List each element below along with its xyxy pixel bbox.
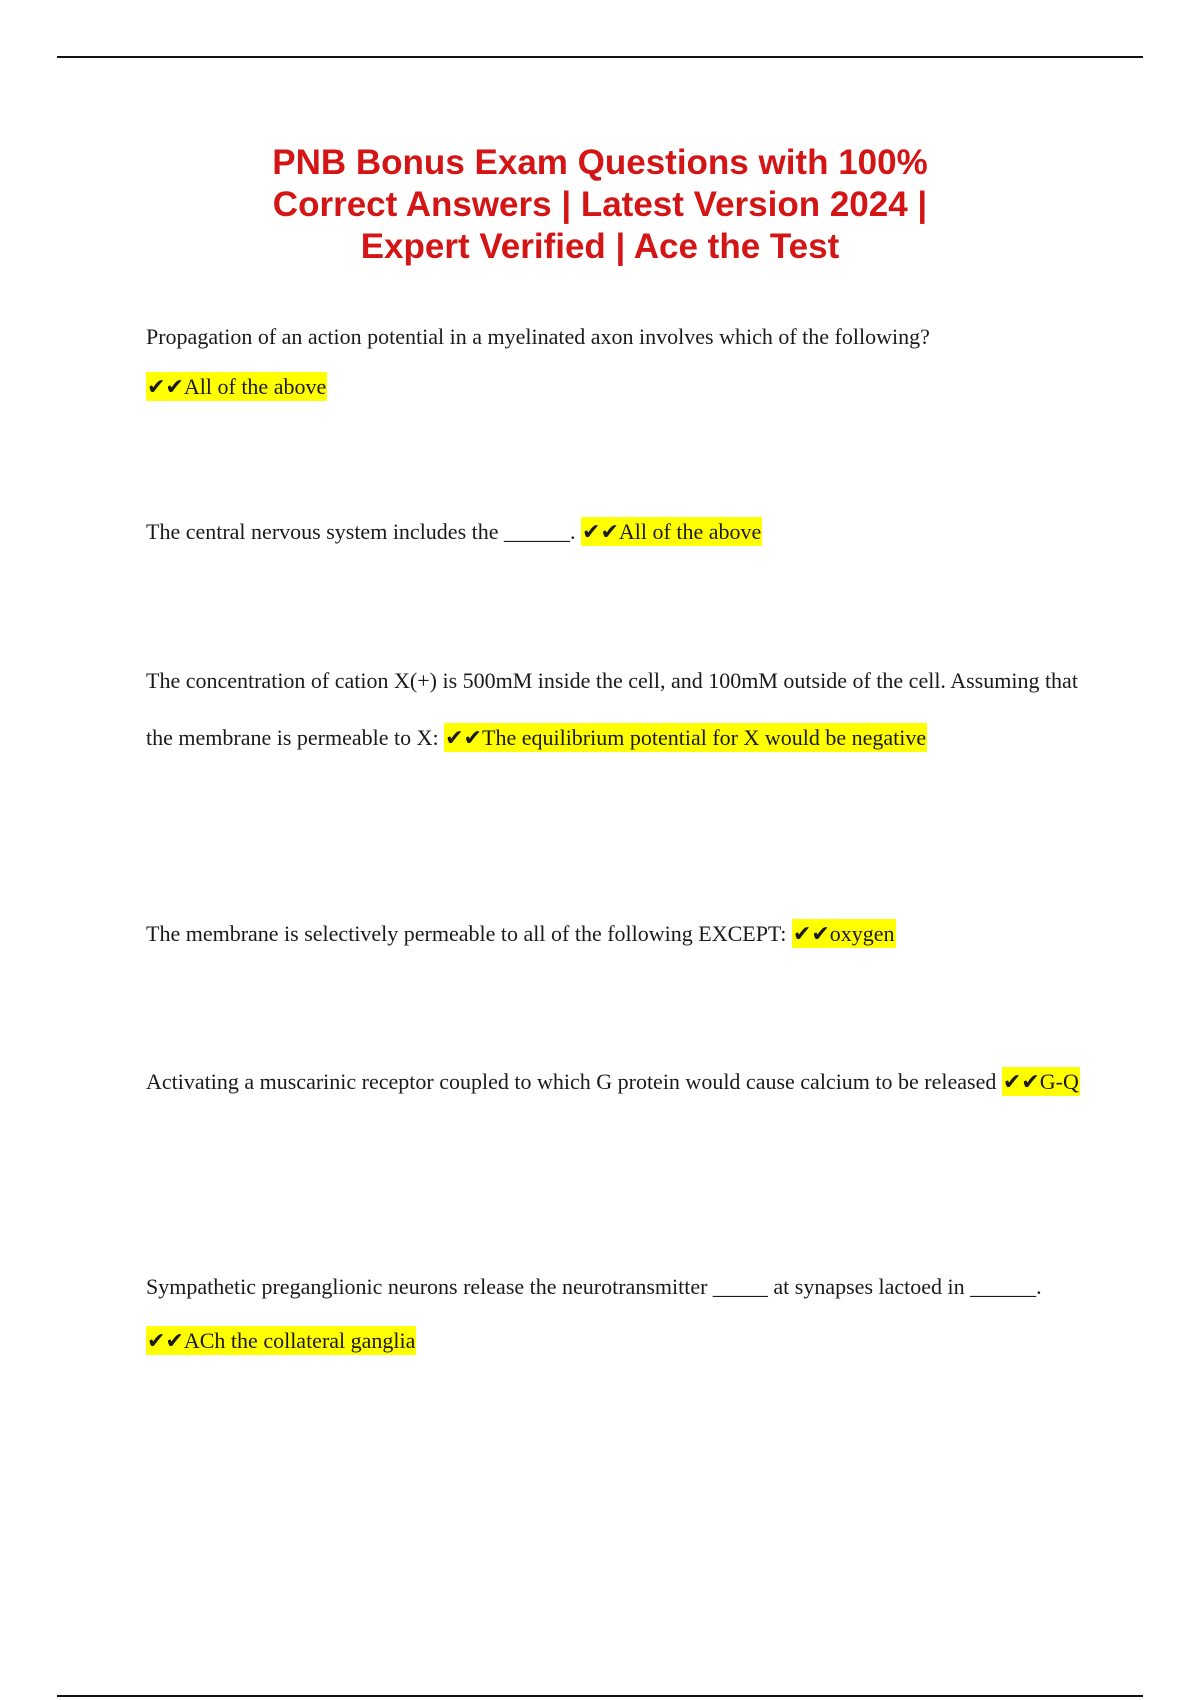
answer-text: All of the above (618, 519, 762, 544)
answer-text: oxygen (829, 921, 895, 946)
double-check-icon: ✔✔ (147, 374, 184, 399)
qa-item-1 (146, 312, 1086, 412)
title-line-1: PNB Bonus Exam Questions with 100% (272, 143, 928, 182)
double-check-icon: ✔✔ (1002, 1069, 1040, 1094)
double-check-icon: ✔✔ (445, 725, 482, 750)
double-check-icon: ✔✔ (792, 921, 830, 946)
answer-highlight (146, 372, 327, 401)
double-check-icon: ✔✔ (147, 1328, 184, 1353)
double-check-icon: ✔✔ (582, 519, 619, 544)
answer-highlight (146, 1326, 416, 1355)
question-text: Sympathetic preganglionic neurons release the neurotransmitter _____ at synapses lactoed in ______. (146, 1274, 1042, 1299)
answer-highlight (1002, 1067, 1080, 1096)
answer-text: The equilibrium potential for X would be negative (482, 725, 927, 750)
top-rule (57, 56, 1143, 58)
question-text: The membrane is selectively permeable to all of the following EXCEPT: (146, 921, 787, 946)
answer-text: G-Q (1039, 1069, 1079, 1094)
qa-item-3 (146, 652, 1086, 766)
answer-text: ACh the collateral ganglia (183, 1328, 416, 1353)
qa-item-6 (146, 1260, 1086, 1368)
answer-highlight (581, 517, 762, 546)
answer-text: All of the above (183, 374, 327, 399)
question-text: Activating a muscarinic receptor coupled to which G protein would cause calcium to be released (146, 1069, 997, 1094)
document-title (0, 142, 1200, 268)
question-text: The central nervous system includes the ______. (146, 519, 576, 544)
qa-item-2 (146, 504, 1086, 560)
answer-highlight (792, 919, 896, 948)
question-text: The concentration of cation X(+) is 500mM inside the cell, and 100mM outside of the cell. Assuming that the membrane is permeable to X: (146, 668, 1078, 750)
question-text: Propagation of an action potential in a myelinated axon involves which of the following? (146, 324, 930, 349)
qa-item-4 (146, 906, 1086, 962)
qa-item-5 (146, 1054, 1086, 1110)
title-line-2: Correct Answers | Latest Version 2024 | (272, 185, 928, 224)
title-line-3: Expert Verified | Ace the Test (360, 227, 840, 266)
bottom-rule (57, 1695, 1143, 1697)
answer-highlight (444, 723, 927, 752)
